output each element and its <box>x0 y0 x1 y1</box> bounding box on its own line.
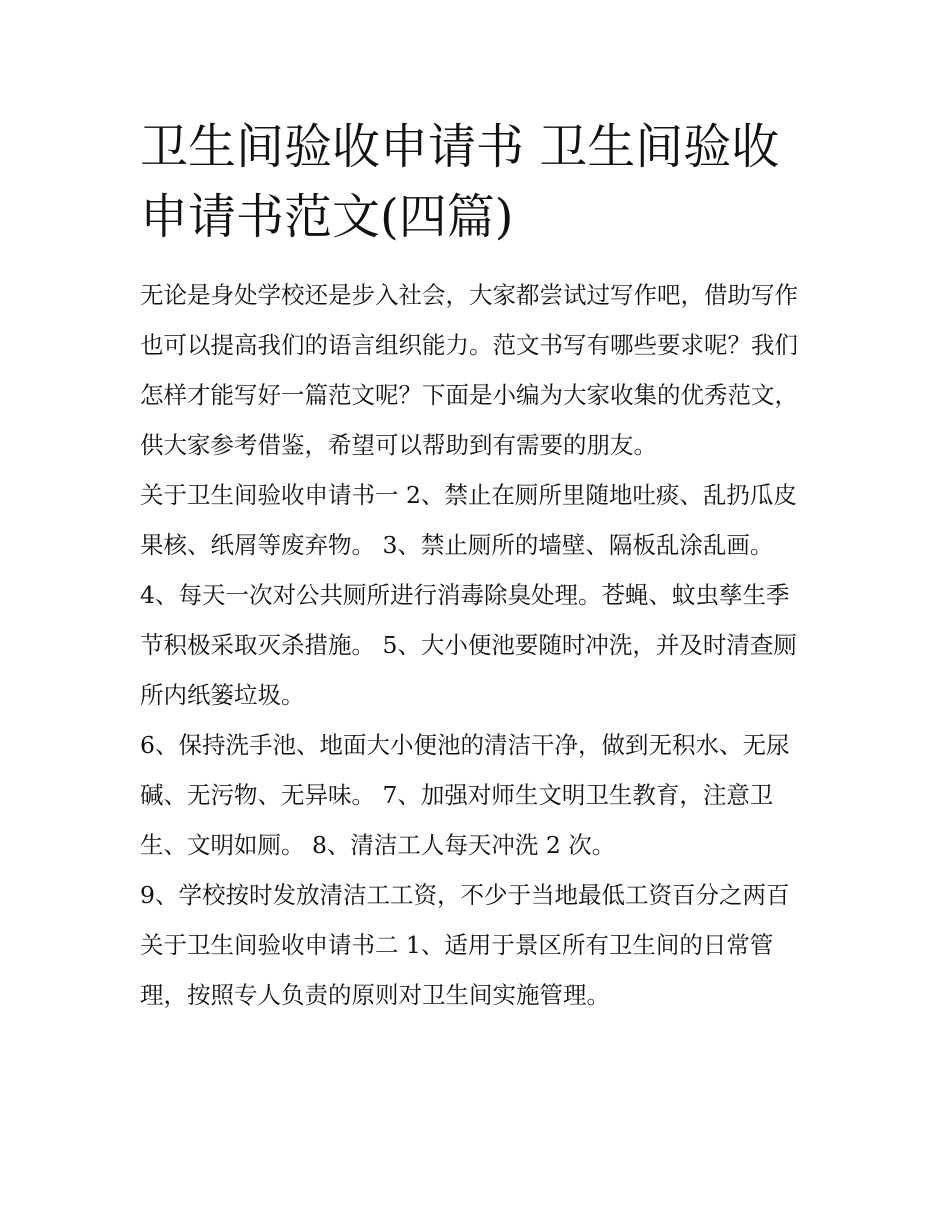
document-title: 卫生间验收申请书 卫生间验收申请书范文(四篇) <box>140 119 780 245</box>
paragraph-rules-1: 关于卫生间验收申请书一 2、禁止在厕所里随地吐痰、乱扔瓜皮果核、纸屑等废弃物。 3、禁止厕所的墙壁、隔板乱涂乱画。 <box>140 481 797 559</box>
paragraph-rules-2: 4、每天一次对公共厕所进行消毒除臭处理。苍蝇、蚊虫孳生季节积极采取灭杀措施。 5、大小便池要随时冲洗，并及时清查厕所内纸篓垃圾。 <box>140 581 797 709</box>
paragraph-rules-3: 6、保持洗手池、地面大小便池的清洁干净，做到无积水、无尿碱、无污物、无异味。 7、加强对师生文明卫生教育，注意卫生、文明如厕。 8、清洁工人每天冲洗 2 次。 <box>140 731 790 859</box>
paragraph-intro: 无论是身处学校还是步入社会，大家都尝试过写作吧，借助写作也可以提高我们的语言组织能力。范文书写有哪些要求呢？我们怎样才能写好一篇范文呢？下面是小编为大家收集的优秀范文，供大家参考借鉴，希望可以帮助到有需要的朋友。 <box>140 281 798 459</box>
paragraph-rules-4: 9、学校按时发放清洁工工资，不少于当地最低工资百分之两百 关于卫生间验收申请书二 1、适用于景区所有卫生间的日常管理，按照专人负责的原则对卫生间实施管理。 <box>140 881 790 1009</box>
document-page <box>140 112 812 1020</box>
